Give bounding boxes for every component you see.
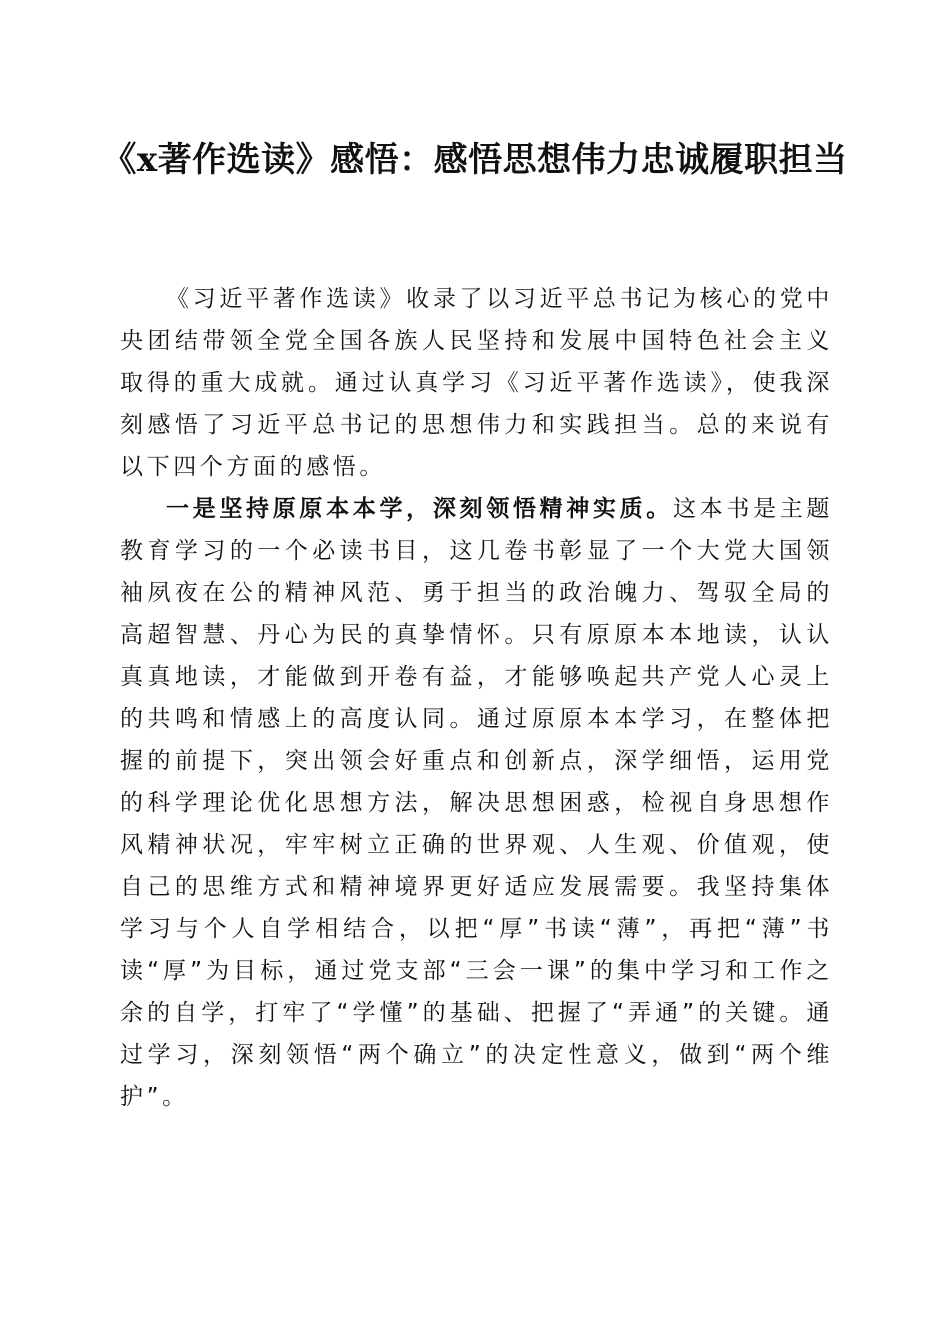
paragraph-intro	[120, 278, 833, 488]
paragraph-text: 这本书是主题教育学习的一个必读书目，这几卷书彰显了一个大党大国领袖夙夜在公的精神风范、勇于担当的政治魄力、驾驭全局的高超智慧、丹心为民的真挚情怀。只有原原本本地读，认认真真地读，才能做到开卷有益，才能够唤起共产党人心灵上的共鸣和情感上的高度认同。通过原原本本学习，在整体把握的前提下，突出领会好重点和创新点，深学细悟，运用党的科学理论优化思想方法，解决思想困惑，检视自身思想作风精神状况，牢牢树立正确的世界观、人生观、价值观，使自己的思维方式和精神境界更好适应发展需要。我坚持集体学习与个人自学相结合，以把“厚”书读“薄”，再把“薄”书读“厚”为目标，通过党支部“三会一课”的集中学习和工作之余的自学，打牢了“学懂”的基础、把握了“弄通”的关键。通过学习，深刻领悟“两个确立”的决定性意义，做到“两个维护”。	[120, 496, 833, 1110]
document-body	[120, 278, 833, 1118]
paragraph-text: 《习近平著作选读》收录了以习近平总书记为核心的党中央团结带领全党全国各族人民坚持和发展中国特色社会主义取得的重大成就。通过认真学习《习近平著作选读》，使我深刻感悟了习近平总书记的思想伟力和实践担当。总的来说有以下四个方面的感悟。	[120, 286, 833, 480]
document-title: 《x著作选读》感悟：感悟思想伟力忠诚履职担当	[102, 140, 848, 180]
paragraph-lead-heading: 一是坚持原原本本学，深刻领悟精神实质。	[166, 496, 673, 522]
paragraph-point-one	[120, 488, 833, 1118]
